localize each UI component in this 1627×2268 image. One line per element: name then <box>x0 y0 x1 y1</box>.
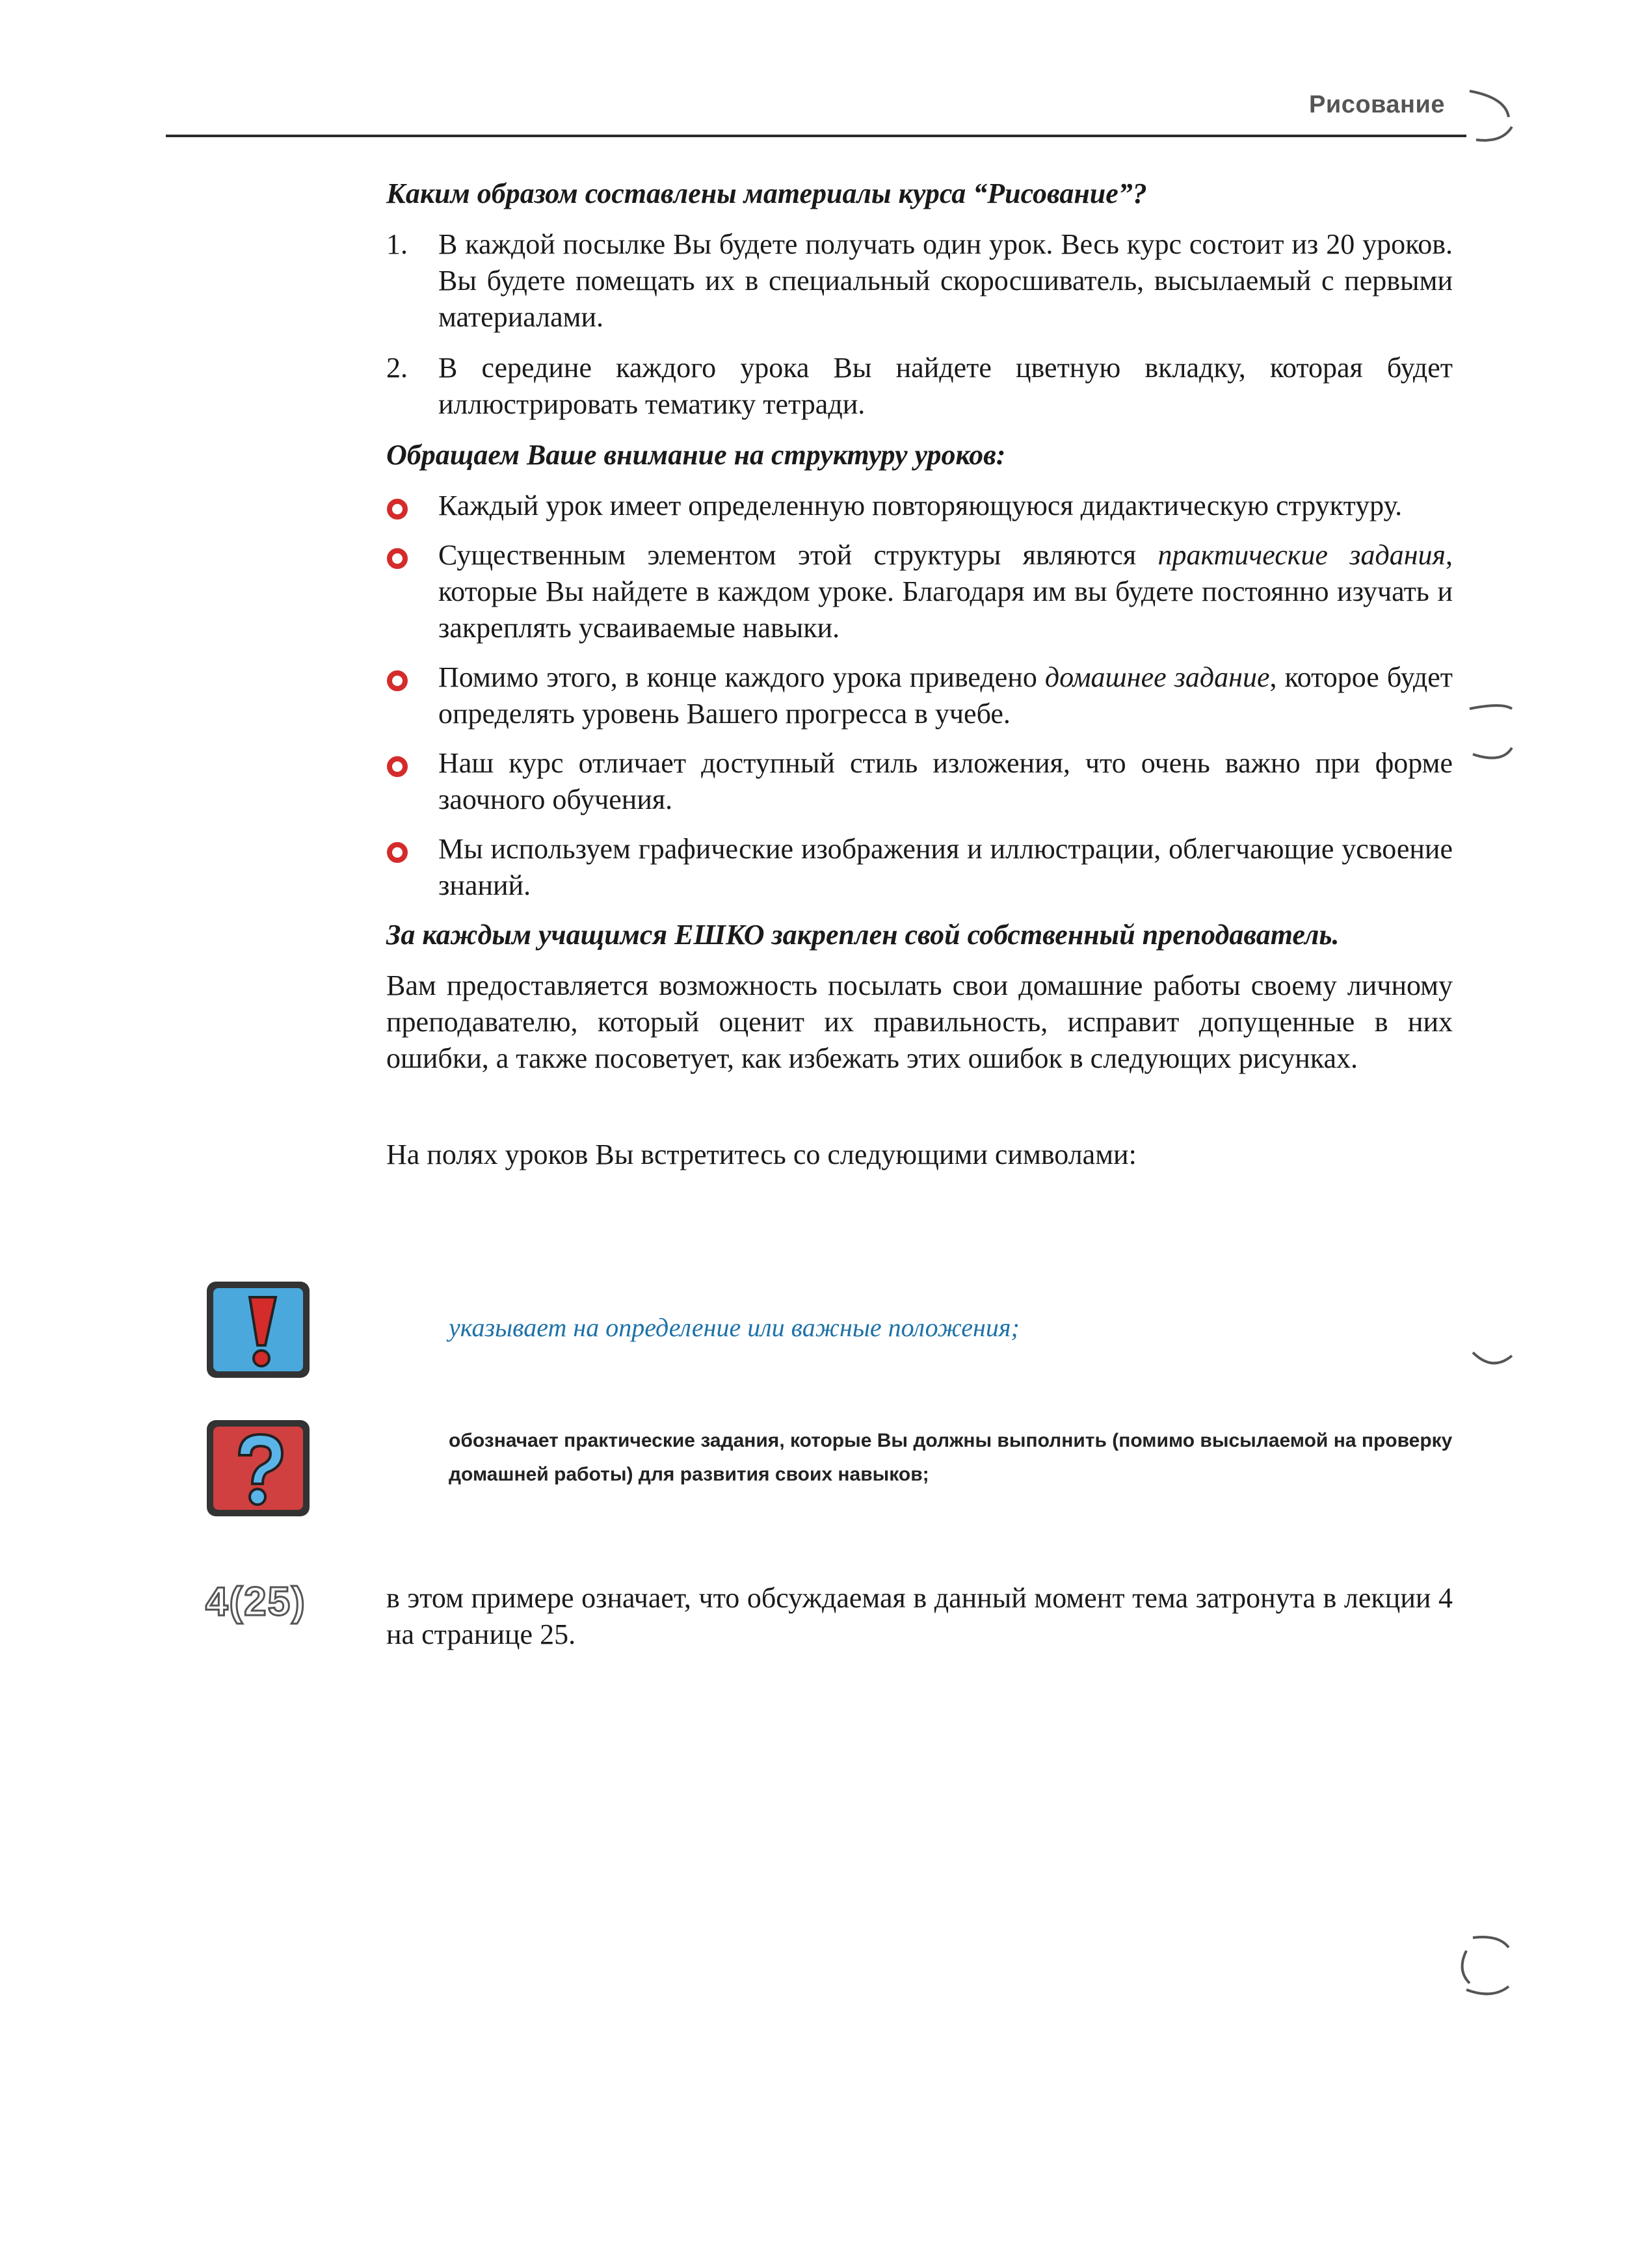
symbols-intro: На полях уроков Вы встретитесь со следующими символами: <box>386 1139 1137 1170</box>
bullet-item <box>386 831 1453 904</box>
header-rule <box>166 135 1466 137</box>
bullet-emphasis: домашнее задание <box>1044 661 1270 693</box>
bullet-item <box>386 659 1453 732</box>
binder-hole-lower-mid <box>1457 1333 1528 1391</box>
bullet-text: Мы используем графические изображения и иллюстрации, облегчающие усвоение знаний. <box>438 833 1453 901</box>
bullet-item <box>386 537 1453 646</box>
item-number: 2. <box>386 352 408 384</box>
bullet-text: Наш курс отличает доступный стиль изложения, что очень важно при форме заочного обучения. <box>438 747 1453 815</box>
binder-hole-upper-mid <box>1457 683 1528 767</box>
question-icon <box>203 1416 313 1520</box>
bullet-text: , которые Вы найдете в каждом уроке. Благодаря им вы будете постоянно изучать и закреплять усваиваемые навыки. <box>438 539 1453 644</box>
bullet-item <box>386 488 1453 524</box>
item-number: 1. <box>386 228 408 260</box>
bullet-text: Помимо этого, в конце каждого урока приведено <box>438 661 1045 693</box>
red-bullet-icon <box>386 547 408 570</box>
red-bullet-icon <box>386 841 408 864</box>
heading-course-materials: Каким образом составлены материалы курса “Рисование”? <box>386 178 1147 209</box>
reference-explanation: в этом примере означает, что обсуждаемая в данный момент тема затронута в лекции 4 на странице 25. <box>386 1582 1453 1650</box>
bullet-text: Существенным элементом этой структуры являются <box>438 539 1158 571</box>
numbered-item <box>386 226 1453 336</box>
heading-lesson-structure: Обращаем Ваше внимание на структуру уроков: <box>386 439 1006 471</box>
red-bullet-icon <box>386 670 408 692</box>
red-bullet-icon <box>386 756 408 778</box>
main-content <box>386 176 1453 1173</box>
section-title: Рисование <box>1309 91 1445 118</box>
teacher-paragraph: Вам предоставляется возможность посылать свои домашние работы своему личному преподавателю, который оценит их правильность, исправит допущенные в них ошибки, а также посоветует, как избежать этих ошибок в следующих рисунках. <box>386 969 1453 1074</box>
binder-hole-top <box>1457 78 1528 150</box>
numbered-item <box>386 350 1453 423</box>
red-bullet-icon <box>386 498 408 520</box>
bullet-emphasis: практические задания <box>1157 539 1446 571</box>
task-symbol-text: обозначает практические задания, которые Вы должны выполнить (помимо высылаемой на проверку домашней работы) для развития своих навыков; <box>449 1430 1453 1485</box>
bullet-text: , которое будет определять уровень Вашего прогресса в учебе. <box>438 661 1453 730</box>
heading-teacher: За каждым учащимся ЕШКО закреплен свой собственный преподаватель. <box>386 919 1340 951</box>
bullet-item <box>386 745 1453 818</box>
item-text: В середине каждого урока Вы найдете цветную вкладку, которая будет иллюстрировать тематику тетради. <box>438 352 1453 420</box>
exclamation-icon <box>203 1278 313 1382</box>
definition-symbol-text: указывает на определение или важные положения; <box>449 1313 1020 1342</box>
reference-code: 4(25) <box>205 1579 306 1624</box>
item-text: В каждой посылке Вы будете получать один урок. Весь курс состоит из 20 уроков. Вы будете помещать их в специальный скоросшиватель, высылаемый с первыми материалами. <box>438 228 1453 333</box>
binder-hole-bottom <box>1447 1925 1525 2016</box>
bullet-text: Каждый урок имеет определенную повторяющуюся дидактическую структуру. <box>438 490 1403 521</box>
